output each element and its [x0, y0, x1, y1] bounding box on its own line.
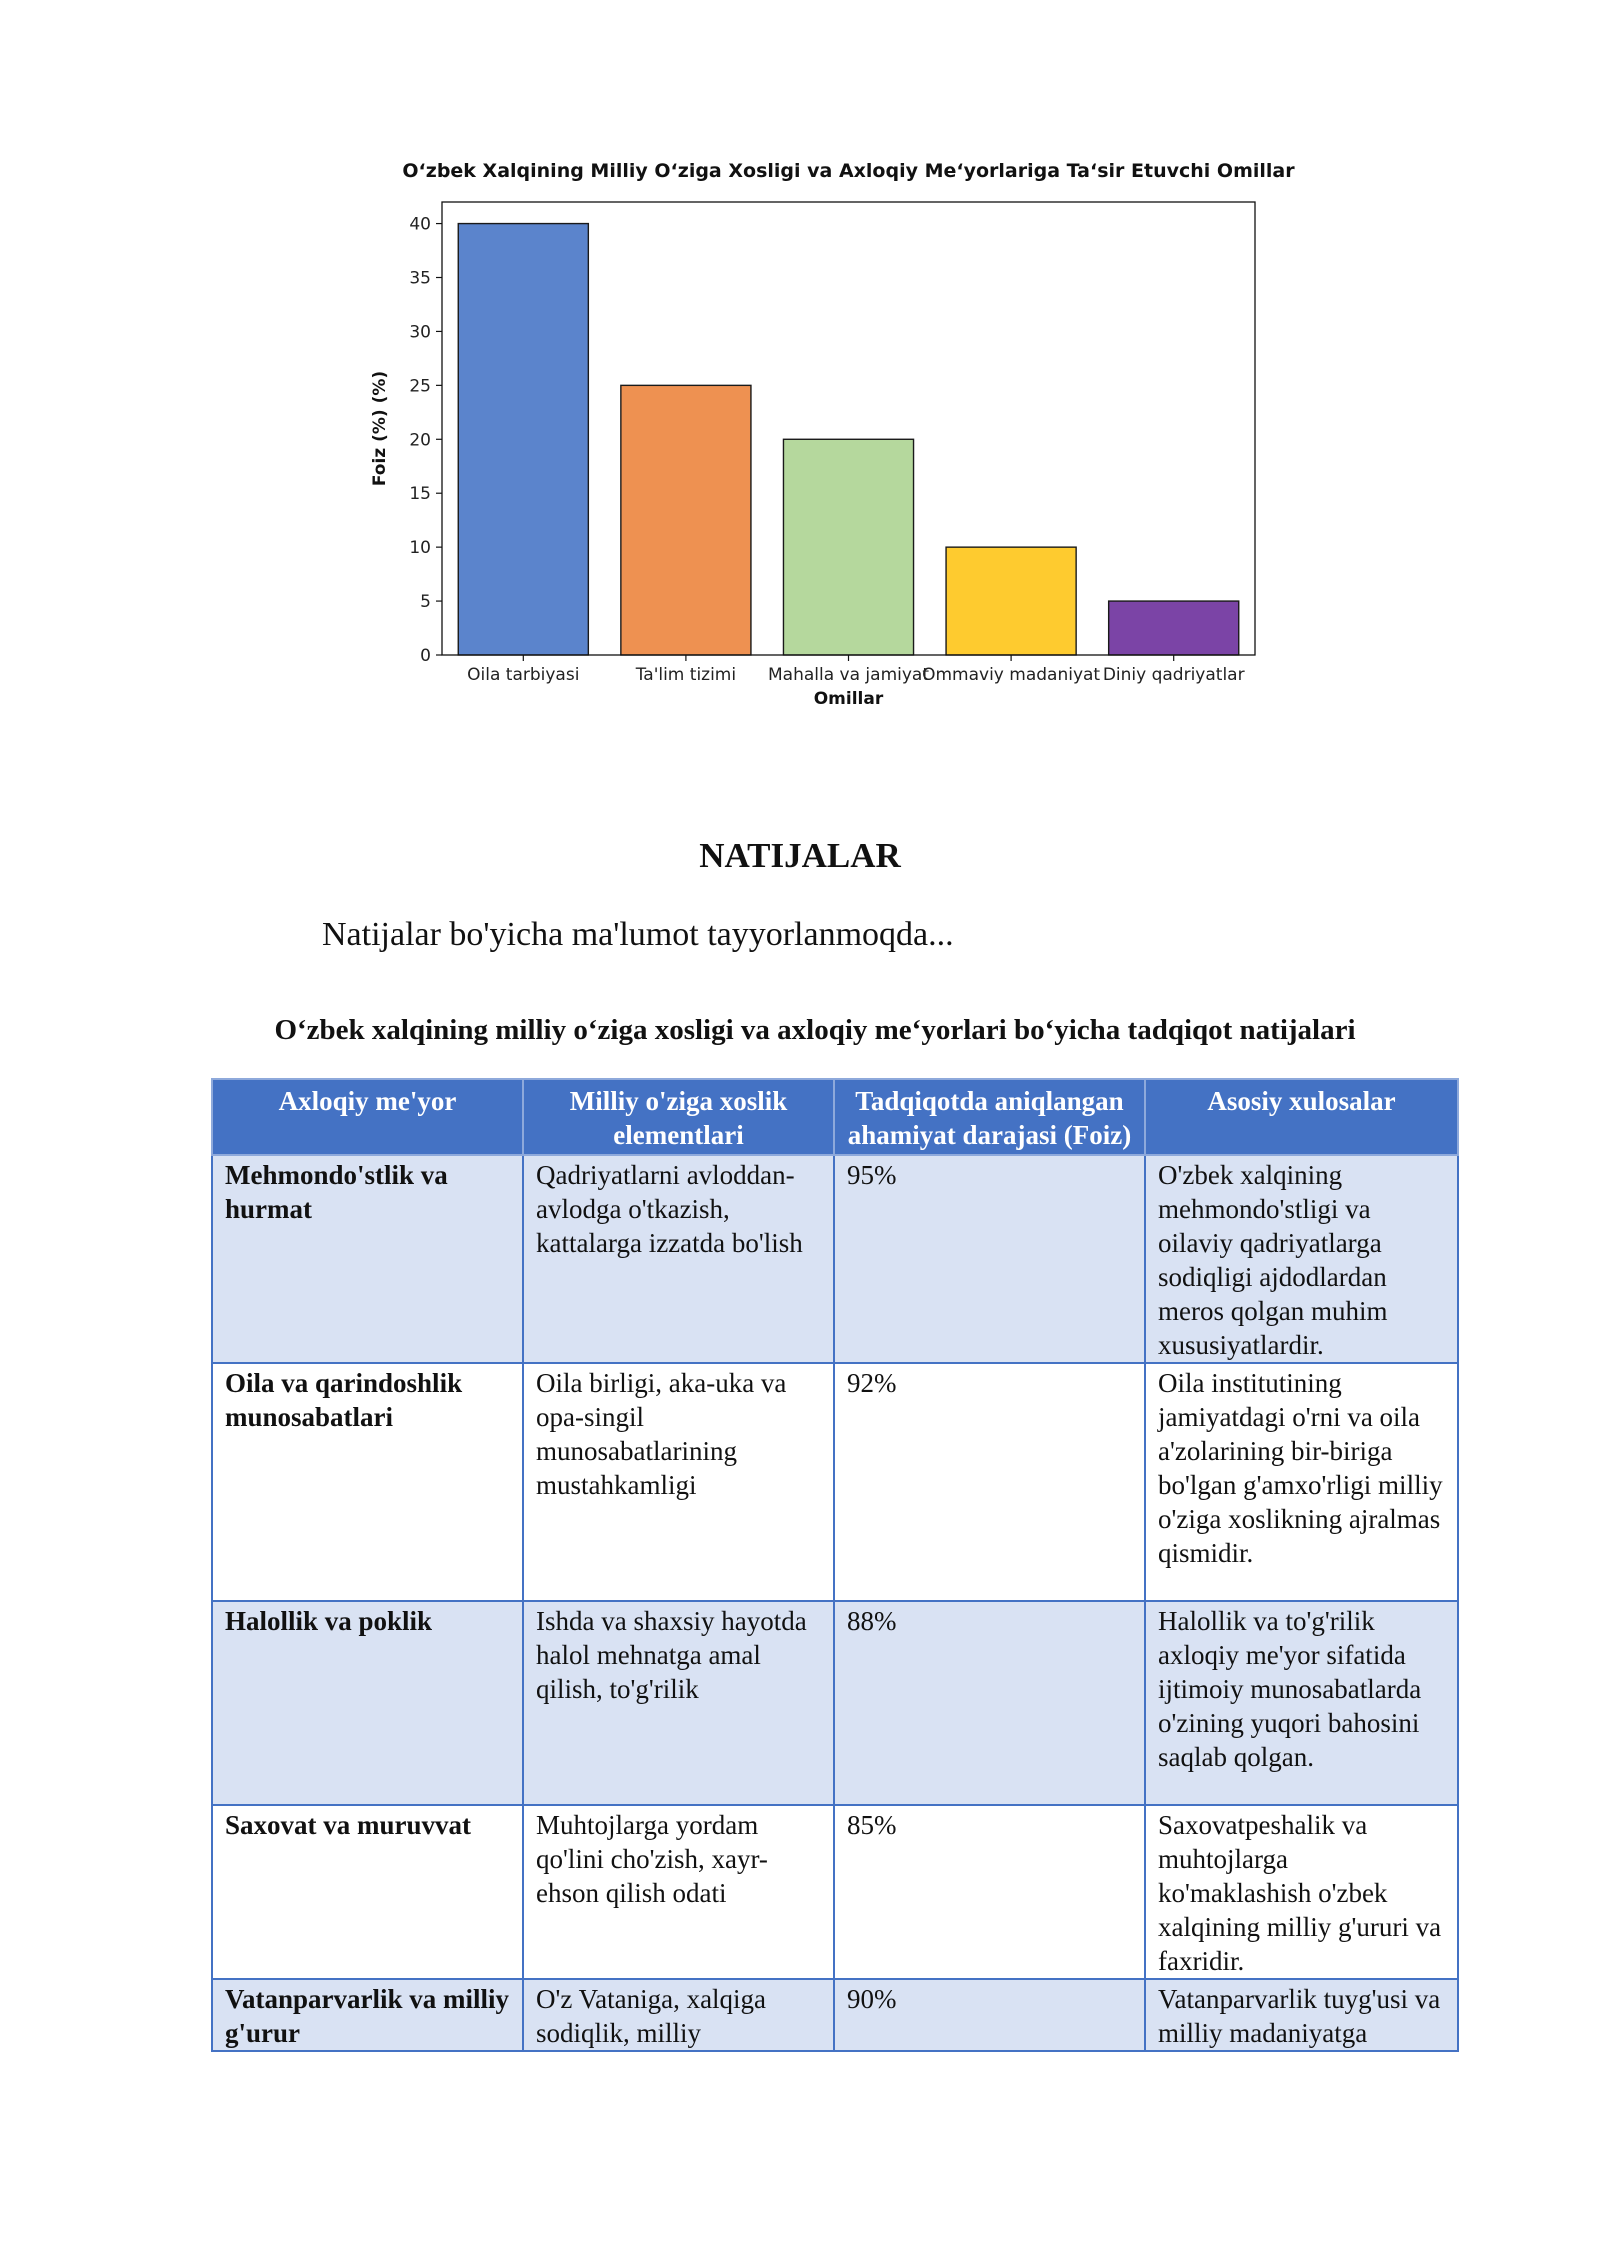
y-tick-label: 20: [409, 430, 431, 451]
x-tick-label: Oila tarbiyasi: [467, 665, 580, 685]
x-axis-ticks: [467, 655, 1244, 685]
cell-conclusion: O'zbek xalqining mehmondo'stligi va oilaviy qadriyatlarga sodiqligi ajdodlardan meros qolgan muhim xususiyatlardir.: [1145, 1155, 1458, 1363]
y-tick-label: 15: [409, 484, 431, 505]
y-tick-label: 30: [409, 322, 431, 343]
y-tick-label: 10: [409, 538, 431, 559]
cell-percent: 90%: [834, 1979, 1145, 2051]
x-tick-label: Ommaviy madaniyat: [922, 665, 1101, 685]
bars: [458, 224, 1238, 655]
cell-elements: Oila birligi, aka-uka va opa-singil munosabatlarining mustahkamligi: [523, 1363, 834, 1601]
y-tick-label: 0: [420, 646, 431, 666]
y-axis-label: Foiz (%) (%): [370, 370, 390, 487]
section-text: Natijalar bo'yicha ma'lumot tayyorlanmoqda...: [322, 916, 954, 953]
bar-1: [621, 385, 751, 655]
cell-norm: Saxovat va muruvvat: [212, 1805, 523, 1979]
chart-svg: [360, 150, 1340, 740]
table-caption: O‘zbek xalqining milliy o‘ziga xosligi va axloqiy me‘yorlari bo‘yicha tadqiqot natijalari: [274, 1014, 1356, 1046]
header-asosiy-xulosalar: Asosiy xulosalar: [1145, 1079, 1458, 1155]
cell-norm: Mehmondo'stlik va hurmat: [212, 1155, 523, 1363]
table-row: [212, 1979, 1458, 2051]
cell-percent: 95%: [834, 1155, 1145, 1363]
y-tick-label: 5: [420, 592, 431, 613]
header-milliy-elementlar: Milliy o'ziga xoslik elementlari: [523, 1079, 834, 1155]
factors-bar-chart: [360, 150, 1340, 740]
table-row: [212, 1805, 1458, 1979]
table-row: [212, 1601, 1458, 1805]
bar-4: [1109, 601, 1239, 655]
cell-elements: O'z Vataniga, xalqiga sodiqlik, milliy: [523, 1979, 834, 2051]
cell-conclusion: Oila institutining jamiyatdagi o'rni va oila a'zolarining bir-biriga bo'lgan g'amxo'rligi milliy o'ziga xoslikning ajralmas qismidir.: [1145, 1363, 1458, 1601]
cell-norm: Oila va qarindoshlik munosabatlari: [212, 1363, 523, 1601]
section-heading: NATIJALAR: [699, 836, 901, 875]
cell-percent: 85%: [834, 1805, 1145, 1979]
x-tick-label: Mahalla va jamiyat: [768, 665, 929, 685]
cell-conclusion: Halollik va to'g'rilik axloqiy me'yor sifatida ijtimoiy munosabatlarda o'zining yuqori bahosini saqlab qolgan.: [1145, 1601, 1458, 1805]
table-row: [212, 1155, 1458, 1363]
x-tick-label: Diniy qadriyatlar: [1102, 665, 1245, 685]
header-ahamiyat-darajasi: Tadqiqotda aniqlangan ahamiyat darajasi (Foiz): [834, 1079, 1145, 1155]
bar-0: [458, 224, 588, 655]
results-table: [211, 1078, 1459, 2052]
header-axloqiy-meyor: Axloqiy me'yor: [212, 1079, 523, 1155]
cell-elements: Muhtojlarga yordam qo'lini cho'zish, xayr-ehson qilish odati: [523, 1805, 834, 1979]
y-tick-label: 25: [409, 376, 431, 397]
cell-conclusion: Saxovatpeshalik va muhtojlarga ko'maklashish o'zbek xalqining milliy g'ururi va faxridir.: [1145, 1805, 1458, 1979]
x-tick-label: Ta'lim tizimi: [635, 665, 737, 685]
cell-percent: 88%: [834, 1601, 1145, 1805]
bar-2: [783, 439, 913, 655]
cell-norm: Vatanparvarlik va milliy g'urur: [212, 1979, 523, 2051]
cell-elements: Qadriyatlarni avloddan-avlodga o'tkazish, kattalarga izzatda bo'lish: [523, 1155, 834, 1363]
y-tick-label: 40: [409, 214, 431, 235]
cell-elements: Ishda va shaxsiy hayotda halol mehnatga amal qilish, to'g'rilik: [523, 1601, 834, 1805]
bar-3: [946, 547, 1076, 655]
y-axis-ticks: [409, 215, 442, 666]
y-tick-label: 35: [409, 268, 431, 289]
x-axis-label: Omillar: [813, 689, 884, 709]
cell-conclusion: Vatanparvarlik tuyg'usi va milliy madaniyatga: [1145, 1979, 1458, 2051]
cell-percent: 92%: [834, 1363, 1145, 1601]
cell-norm: Halollik va poklik: [212, 1601, 523, 1805]
table-header-row: [212, 1079, 1458, 1155]
chart-title: O‘zbek Xalqining Milliy O‘ziga Xosligi va Axloqiy Me‘yorlariga Ta‘sir Etuvchi Omillar: [402, 160, 1295, 182]
table-row: [212, 1363, 1458, 1601]
